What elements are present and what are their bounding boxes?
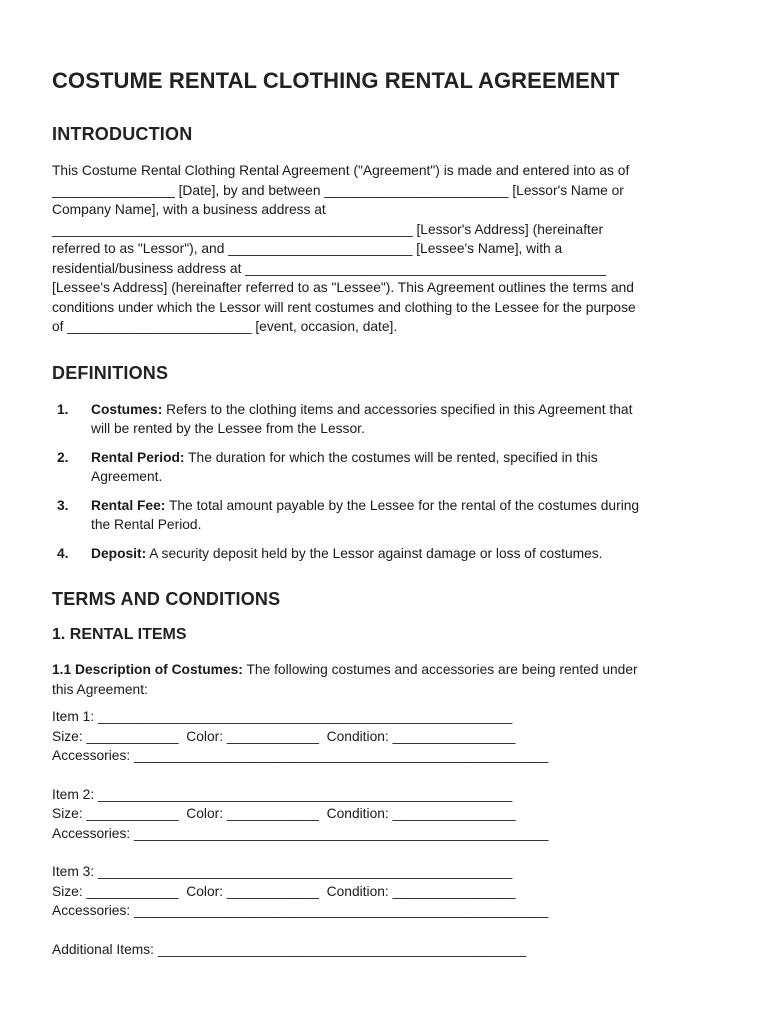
costume-item-block	[52, 707, 720, 766]
definition-text: The total amount payable by the Lessee for the rental of the costumes during	[165, 497, 640, 513]
definition-item	[52, 448, 720, 487]
intro-paragraph	[52, 161, 720, 337]
item-field[interactable]: Item 3: ______________________________________________________	[52, 864, 513, 879]
description-text: The following costumes and accessories are being rented under	[242, 662, 638, 677]
size-color-condition-field[interactable]: Size: ____________ Color: ____________ Condition: ________________	[52, 806, 516, 821]
intro-line: _______________________________________________ [Lessor's Address] (hereinafter	[52, 221, 604, 237]
intro-line: of ________________________ [event, occasion, date].	[52, 319, 398, 334]
intro-line: Company Name], with a business address at	[52, 202, 326, 217]
intro-line: ________________ [Date], by and between ________________________ [Lessor's Name or	[52, 182, 624, 198]
definition-text: A security deposit held by the Lessor against damage or loss of costumes.	[146, 545, 603, 561]
definition-text-cont: will be rented by the Lessee from the Lessor.	[91, 421, 365, 436]
definition-number: 3.	[57, 497, 69, 513]
definition-text-cont: Agreement.	[91, 469, 163, 484]
definitions-heading: DEFINITIONS	[52, 362, 169, 383]
definition-number: 2.	[57, 449, 69, 465]
additional-items-field[interactable]: Additional Items: ________________________________________________	[52, 941, 527, 957]
definition-number: 4.	[57, 545, 69, 561]
definition-term: Costumes:	[91, 401, 163, 417]
size-color-condition-field[interactable]: Size: ____________ Color: ____________ Condition: ________________	[52, 728, 516, 744]
accessories-field[interactable]: Accessories: ______________________________________________________	[52, 903, 549, 918]
item-field[interactable]: Item 2: ______________________________________________________	[52, 786, 513, 802]
definition-term: Rental Fee:	[91, 497, 166, 513]
accessories-field[interactable]: Accessories: ______________________________________________________	[52, 748, 549, 763]
intro-line: conditions under which the Lessor will rent costumes and clothing to the Lessee for the purpose	[52, 299, 636, 315]
size-color-condition-field[interactable]: Size: ____________ Color: ____________ Condition: ________________	[52, 883, 516, 899]
document-page	[52, 68, 720, 959]
definition-item	[52, 544, 720, 564]
costume-item-block	[52, 862, 720, 921]
description-text-cont: this Agreement:	[52, 681, 148, 697]
intro-line: This Costume Rental Clothing Rental Agreement ("Agreement") is made and entered into as of	[52, 163, 630, 178]
accessories-field[interactable]: Accessories: ______________________________________________________	[52, 825, 549, 841]
definition-text-cont: the Rental Period.	[91, 517, 202, 532]
description-term: 1.1 Description of Costumes:	[52, 662, 243, 677]
document-title: COSTUME RENTAL CLOTHING RENTAL AGREEMENT	[52, 68, 620, 93]
intro-line: residential/business address at _______________________________________________	[52, 260, 606, 276]
terms-heading: TERMS AND CONDITIONS	[52, 589, 281, 609]
description-paragraph	[52, 660, 720, 699]
definition-text: Refers to the clothing items and accessories specified in this Agreement that	[162, 401, 633, 417]
rental-items-heading: 1. RENTAL ITEMS	[52, 626, 187, 643]
definition-term: Rental Period:	[91, 449, 185, 465]
definition-number: 1.	[57, 401, 69, 417]
costume-item-block	[52, 785, 720, 844]
definition-item	[52, 400, 720, 439]
definition-text: The duration for which the costumes will be rented, specified in this	[184, 449, 598, 465]
intro-line: referred to as "Lessor"), and ________________________ [Lessee's Name], with a	[52, 241, 563, 256]
item-field[interactable]: Item 1: ______________________________________________________	[52, 709, 513, 724]
intro-heading: INTRODUCTION	[52, 124, 193, 144]
definition-term: Deposit:	[91, 545, 147, 561]
definitions-list	[52, 400, 720, 564]
definition-item	[52, 496, 720, 535]
intro-line: [Lessee's Address] (hereinafter referred to as "Lessee"). This Agreement outlines the terms and	[52, 280, 634, 295]
